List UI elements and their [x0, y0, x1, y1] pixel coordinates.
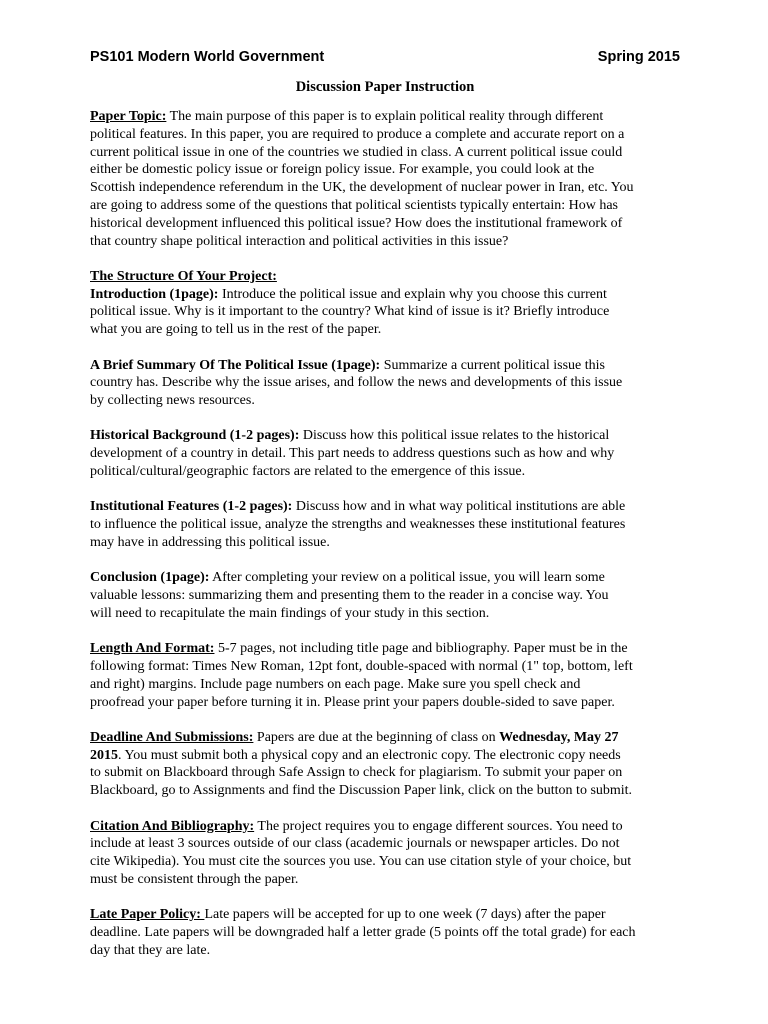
late-policy-text: deadline. Late papers will be downgraded half a letter grade (5 points off the total grade) for each — [90, 924, 636, 940]
deadline-text: Blackboard, go to Assignments and find the Discussion Paper link, click on the button to submit. — [90, 783, 633, 799]
deadline-text: Papers are due at the beginning of class on — [253, 729, 500, 745]
paper-topic-heading: Paper Topic: — [90, 109, 167, 124]
historical-heading: Historical Background (1-2 pages): — [90, 428, 300, 444]
section-citation — [90, 818, 680, 889]
paper-topic-text: current political issue in one of the countries we studied in class. A current political issue could — [90, 144, 623, 160]
institutional-text: may have in addressing this political issue. — [90, 534, 330, 550]
introduction-heading: Introduction (1page): — [90, 286, 219, 302]
institutional-text: Discuss how and in what way political institutions are able — [292, 499, 626, 515]
deadline-date: Wednesday, May 27 — [499, 729, 619, 745]
deadline-text: . You must submit both a physical copy and an electronic copy. The electronic copy needs — [118, 747, 621, 763]
document-title: Discussion Paper Instruction — [295, 79, 475, 95]
historical-text: political/cultural/geographic factors are related to the emergence of this issue. — [90, 464, 526, 480]
late-policy-text: day that they are late. — [90, 942, 211, 958]
introduction-text: what you are going to tell us in the rest of the paper. — [90, 322, 382, 338]
citation-text: The project requires you to engage different sources. You need to — [254, 818, 623, 834]
document-header — [90, 48, 680, 66]
length-format-text: proofread your paper before turning it in. Please print your papers double-sided to save paper. — [90, 694, 615, 710]
course-name: PS101 Modern World Government — [90, 49, 325, 65]
conclusion-heading: Conclusion (1page): — [90, 570, 210, 586]
document-page — [90, 48, 680, 960]
section-paper-topic — [90, 108, 680, 250]
paper-topic-text: The main purpose of this paper is to explain political reality through different — [166, 109, 604, 124]
introduction-text: political issue. Why is it important to the country? What kind of issue is it? Briefly introduce — [90, 304, 610, 320]
institutional-text: to influence the political issue, analyze the strengths and weaknesses these institutional features — [90, 517, 626, 533]
historical-text: Discuss how this political issue relates to the historical — [299, 428, 610, 444]
section-historical-background — [90, 427, 680, 480]
term-label: Spring 2015 — [597, 49, 680, 65]
length-format-text: following format: Times New Roman, 12pt font, double-spaced with normal (1" top, bottom, left — [90, 658, 633, 674]
historical-text: development of a country in detail. This part needs to address questions such as how and why — [90, 446, 615, 462]
section-institutional-features — [90, 498, 680, 551]
late-policy-text: Late papers will be accepted for up to one week (7 days) after the paper — [204, 907, 606, 923]
paper-topic-text: either be domestic policy issue or foreign policy issue. For example, you could look at the — [90, 162, 595, 178]
introduction-text: Introduce the political issue and explain why you choose this current — [218, 286, 607, 302]
structure-heading: The Structure Of Your Project: — [90, 268, 277, 284]
length-format-text: and right) margins. Include page numbers on each page. Make sure you spell check and — [90, 676, 581, 692]
deadline-text: to submit on Blackboard through Safe Assign to check for plagiarism. To submit your paper on — [90, 765, 623, 781]
summary-text: by collecting news resources. — [90, 393, 255, 409]
late-policy-heading: Late Paper Policy: — [90, 907, 205, 923]
section-summary — [90, 357, 680, 410]
summary-text: Summarize a current political issue this — [380, 357, 605, 373]
conclusion-text: valuable lessons: summarizing them and presenting them to the reader in a concise way. You — [90, 588, 609, 604]
section-length-format — [90, 640, 680, 711]
paper-topic-text: are going to address some of the questions that political scientists typically entertain: How has — [90, 197, 618, 213]
section-deadline — [90, 729, 680, 800]
deadline-year: 2015 — [90, 747, 118, 763]
paper-topic-text: historical development influenced this political issue? How does the institutional framework of — [90, 215, 623, 231]
paper-topic-text: that country shape political interaction and political activities in this issue? — [90, 233, 509, 249]
institutional-heading: Institutional Features (1-2 pages): — [90, 499, 293, 515]
conclusion-text: will need to recapitulate the main findings of your study in this section. — [90, 605, 490, 621]
length-format-text: 5-7 pages, not including title page and bibliography. Paper must be in the — [214, 641, 628, 657]
paper-topic-text: political features. In this paper, you are required to produce a complete and accurate report on a — [90, 126, 625, 142]
section-late-policy — [90, 906, 680, 959]
summary-heading: A Brief Summary Of The Political Issue (1page): — [90, 357, 381, 373]
section-conclusion — [90, 569, 680, 622]
citation-text: cite Wikipedia). You must cite the sources you use. You can use citation style of your choice, but — [90, 854, 632, 870]
citation-text: must be consistent through the paper. — [90, 871, 299, 887]
section-structure — [90, 268, 680, 339]
conclusion-text: After completing your review on a political issue, you will learn some — [209, 570, 605, 586]
paper-topic-text: Scottish independence referendum in the UK, the development of nuclear power in Iran, etc. You — [90, 180, 634, 196]
summary-text: country has. Describe why the issue arises, and follow the news and developments of this issue — [90, 375, 623, 391]
citation-heading: Citation And Bibliography: — [90, 818, 255, 834]
length-format-heading: Length And Format: — [90, 641, 215, 657]
citation-text: include at least 3 sources outside of our class (academic journals or newspaper articles. Do not — [90, 836, 620, 852]
deadline-heading: Deadline And Submissions: — [90, 729, 254, 745]
